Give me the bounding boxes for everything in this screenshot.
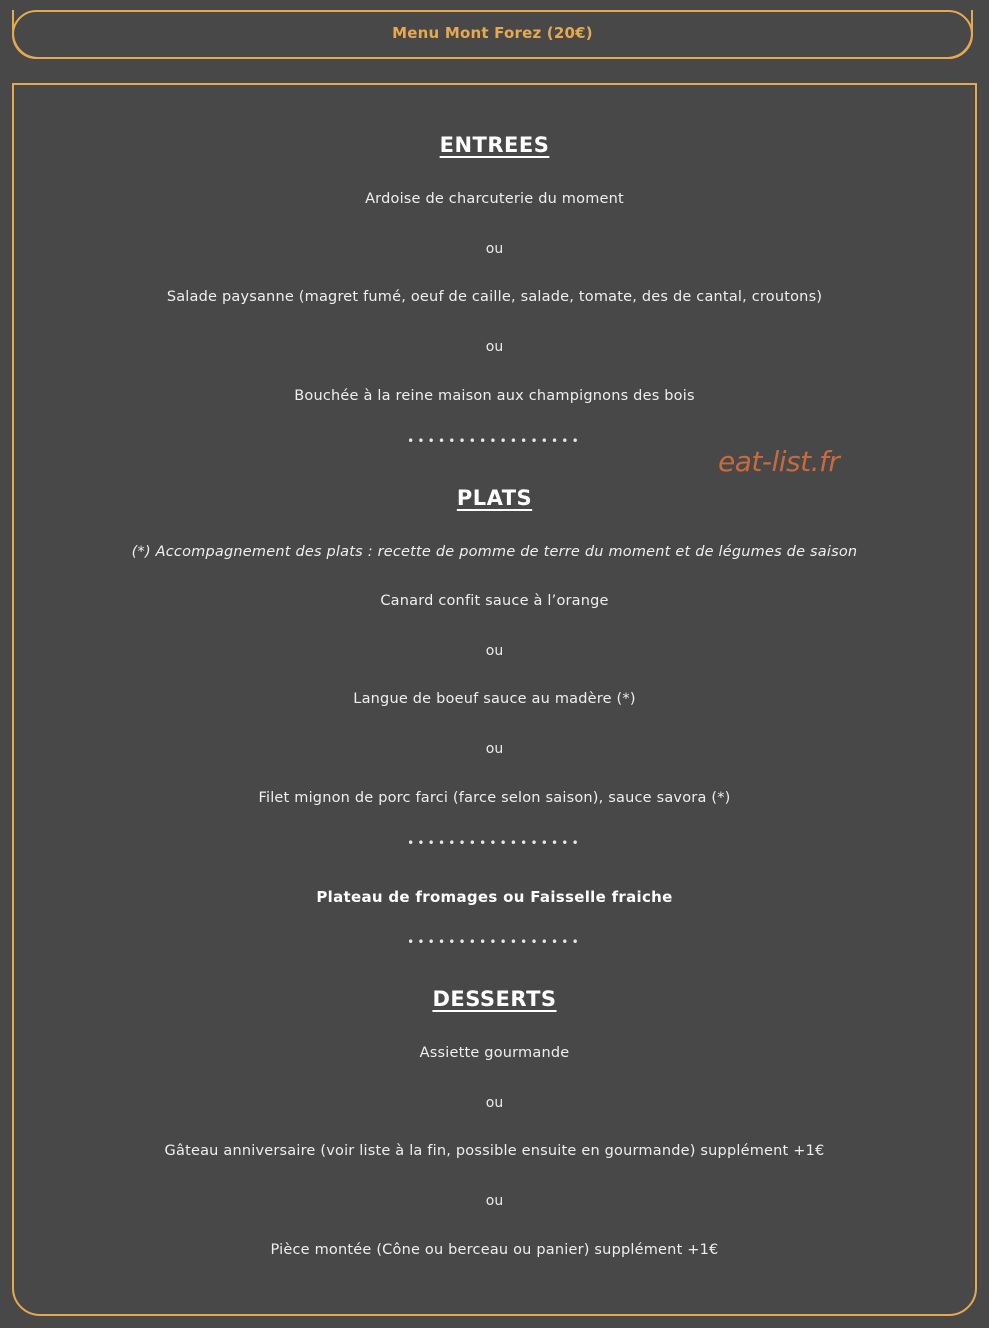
watermark: eat-list.fr: [718, 445, 840, 478]
plat-item-3: Filet mignon de porc farci (farce selon saison), sauce savora (*): [258, 790, 731, 806]
plats-note: (*) Accompagnement des plats : recette de pomme de terre du moment et de légumes de saison: [131, 544, 858, 560]
separator-ou: ou: [485, 643, 504, 659]
dots-divider: •••••••••••••••••: [407, 836, 582, 850]
plat-item-2: Langue de boeuf sauce au madère (*): [353, 691, 636, 707]
plat-item-1: Canard confit sauce à l’orange: [380, 593, 609, 609]
fromage-item: Plateau de fromages ou Faisselle fraiche: [316, 888, 673, 906]
menu-title: Menu Mont Forez (20€): [392, 24, 593, 42]
separator-ou: ou: [485, 1193, 504, 1209]
separator-ou: ou: [485, 339, 504, 355]
dessert-item-3: Pièce montée (Cône ou berceau ou panier) supplément +1€: [270, 1242, 719, 1258]
dessert-item-2: Gâteau anniversaire (voir liste à la fin, possible ensuite en gourmande) supplément +1€: [164, 1143, 825, 1159]
section-heading-desserts: DESSERTS: [432, 987, 557, 1011]
entree-item-3: Bouchée à la reine maison aux champignons des bois: [294, 388, 695, 404]
section-heading-plats: PLATS: [456, 486, 533, 510]
separator-ou: ou: [485, 241, 504, 257]
section-heading-entrees: ENTREES: [439, 133, 550, 157]
dots-divider: •••••••••••••••••: [407, 434, 582, 448]
dessert-item-1: Assiette gourmande: [419, 1045, 570, 1061]
separator-ou: ou: [485, 1095, 504, 1111]
separator-ou: ou: [485, 741, 504, 757]
dots-divider: •••••••••••••••••: [407, 935, 582, 949]
entree-item-1: Ardoise de charcuterie du moment: [365, 191, 624, 207]
entree-item-2: Salade paysanne (magret fumé, oeuf de caille, salade, tomate, des de cantal, croutons): [166, 289, 823, 305]
menu-header[interactable]: [12, 10, 973, 59]
